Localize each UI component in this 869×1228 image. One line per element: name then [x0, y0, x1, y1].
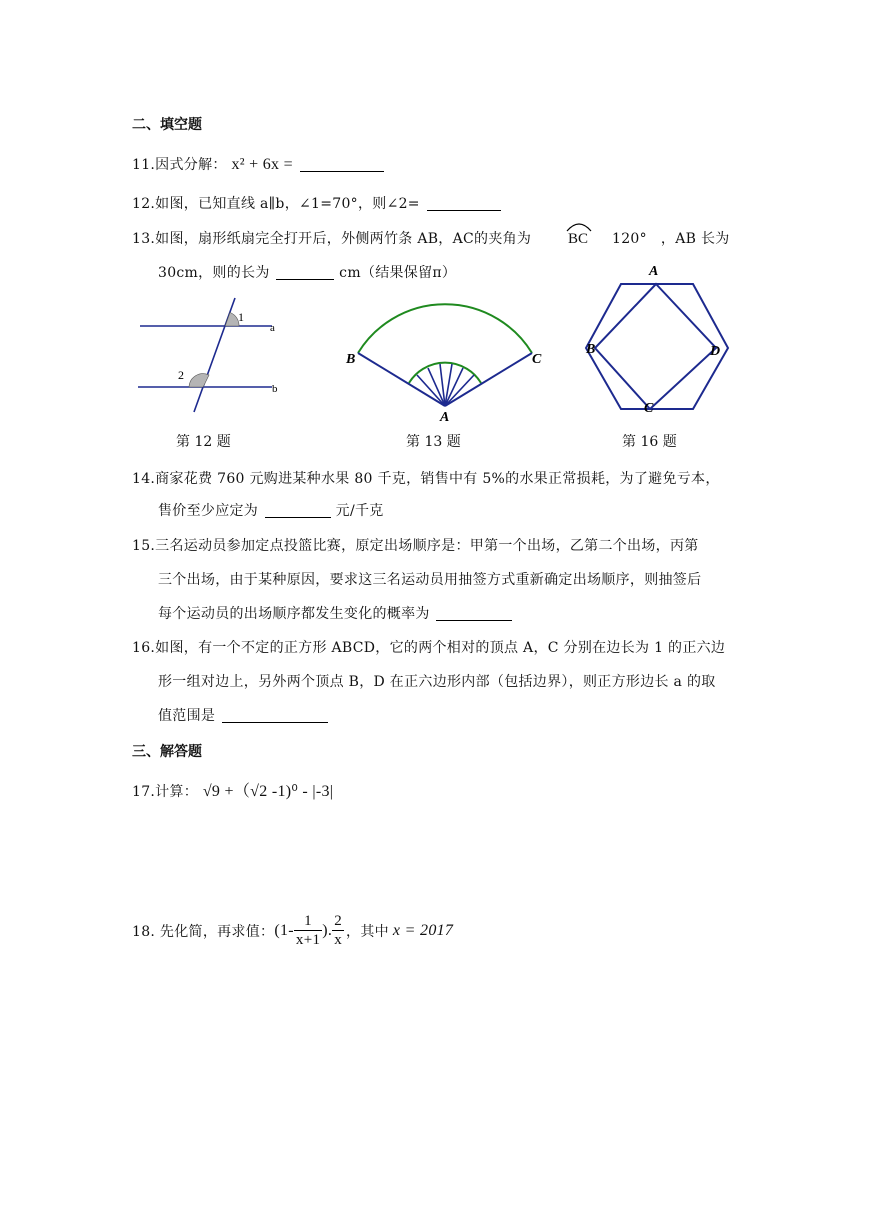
- question-15-text: 每个运动员的出场顺序都发生变化的概率为: [158, 606, 430, 622]
- figure-12: [130, 290, 290, 420]
- question-13-line-1: [132, 228, 531, 248]
- inner-ribs: [417, 364, 474, 406]
- question-18-condition: x = 2017: [392, 921, 454, 939]
- question-17: [132, 778, 333, 801]
- question-13-text: 13.如图，扇形纸扇完全打开后，外侧两竹条 AB，AC的夹角为: [132, 231, 532, 247]
- question-18-prefix: 18. 先化简，再求值：: [132, 923, 275, 940]
- outer-arc: [358, 304, 532, 353]
- question-16-line-2: 形一组对边上，另外两个顶点 B，D 在正六边形内部（包括边界），则正方形边长 a 的取: [158, 674, 716, 690]
- answer-blank-12[interactable]: [427, 196, 501, 211]
- figure-16-caption: 第 16 题: [622, 434, 677, 450]
- question-13-unit: cm（结果保留π）: [339, 265, 457, 281]
- angle-1-label: 1: [238, 310, 244, 324]
- question-12: [132, 193, 501, 213]
- question-15-line-3: [158, 603, 512, 623]
- answer-blank-14[interactable]: [265, 503, 331, 518]
- question-15-line-2: 三个出场，由于某种原因，要求这三名运动员用抽签方式重新确定出场顺序，则抽签后: [158, 572, 702, 588]
- vertex-b-label: B: [586, 342, 596, 357]
- square-abcd: [595, 284, 716, 409]
- figure-13-caption: 第 13 题: [406, 434, 461, 450]
- fraction-2: [332, 912, 344, 949]
- angle-2-label: 2: [178, 368, 184, 382]
- fraction-2-numerator: 2: [334, 913, 343, 929]
- answer-blank-13[interactable]: [276, 265, 334, 280]
- angle-value: 120°: [612, 231, 647, 247]
- question-14-unit: 元/千克: [335, 503, 384, 519]
- vertex-d-label: D: [710, 344, 721, 359]
- arc-label: BC: [568, 231, 589, 247]
- question-18: [132, 912, 453, 949]
- question-11: [132, 154, 384, 174]
- rib-ab: [358, 353, 445, 406]
- figure-13: [340, 295, 552, 425]
- question-13-angle: [612, 228, 730, 248]
- vertex-a-label: A: [649, 264, 659, 279]
- answer-blank-15[interactable]: [436, 606, 512, 621]
- question-17-prefix: 17.计算：: [132, 784, 199, 800]
- question-18-open: (1-: [274, 921, 294, 939]
- question-16-text: 值范围是: [158, 708, 216, 724]
- question-18-tail: ，其中: [346, 923, 389, 940]
- section-heading-answers: 三、解答题: [132, 744, 202, 760]
- question-12-text: 12.如图，已知直线 a∥b，∠1=70°，则∠2=: [132, 196, 420, 212]
- question-16-line-3: [158, 705, 328, 725]
- question-14-line-2: [158, 500, 384, 520]
- question-18-mid: ).: [322, 921, 333, 939]
- vertex-c-label: C: [532, 352, 542, 367]
- fraction-1-denominator: x+1: [295, 932, 321, 948]
- vertex-b-label: B: [346, 352, 356, 367]
- answer-blank-11[interactable]: [300, 157, 384, 172]
- figure-16: [578, 262, 738, 422]
- vertex-a-label: A: [440, 410, 450, 425]
- question-17-expression: √9 +（√2 -1)⁰ - |-3|: [202, 783, 334, 800]
- question-13-length: 30cm，则的长为: [158, 265, 270, 281]
- line-b-label: b: [272, 383, 278, 395]
- vertex-c-label: C: [644, 401, 654, 416]
- fraction-1: [294, 912, 322, 949]
- line-a-label: a: [270, 322, 275, 334]
- figure-12-caption: 第 12 题: [176, 434, 231, 450]
- question-15-line-1: 15.三名运动员参加定点投篮比赛，原定出场顺序是：甲第一个出场，乙第二个出场，丙第: [132, 538, 699, 554]
- section-heading-fill-in: 二、填空题: [132, 117, 202, 133]
- answer-blank-16[interactable]: [222, 708, 328, 723]
- question-14-line-1: 14.商家花费 760 元购进某种水果 80 千克，销售中有 5%的水果正常损耗，为了避免亏本，: [132, 471, 720, 487]
- question-13-line-2: [158, 262, 456, 282]
- fraction-1-numerator: 1: [294, 912, 322, 931]
- angle-2-mark: [189, 374, 209, 387]
- question-11-expression: x² + 6x =: [231, 156, 293, 173]
- regular-hexagon: [586, 284, 728, 409]
- question-14-text: 售价至少应定为: [158, 503, 259, 519]
- question-11-prefix: 11.因式分解：: [132, 157, 227, 173]
- question-13-tail: ，AB 长为: [660, 231, 730, 247]
- fraction-2-denominator: x: [334, 932, 343, 948]
- question-16-line-1: 16.如图，有一个不定的正方形 ABCD，它的两个相对的顶点 A，C 分别在边长为 1 的正六边: [132, 640, 726, 656]
